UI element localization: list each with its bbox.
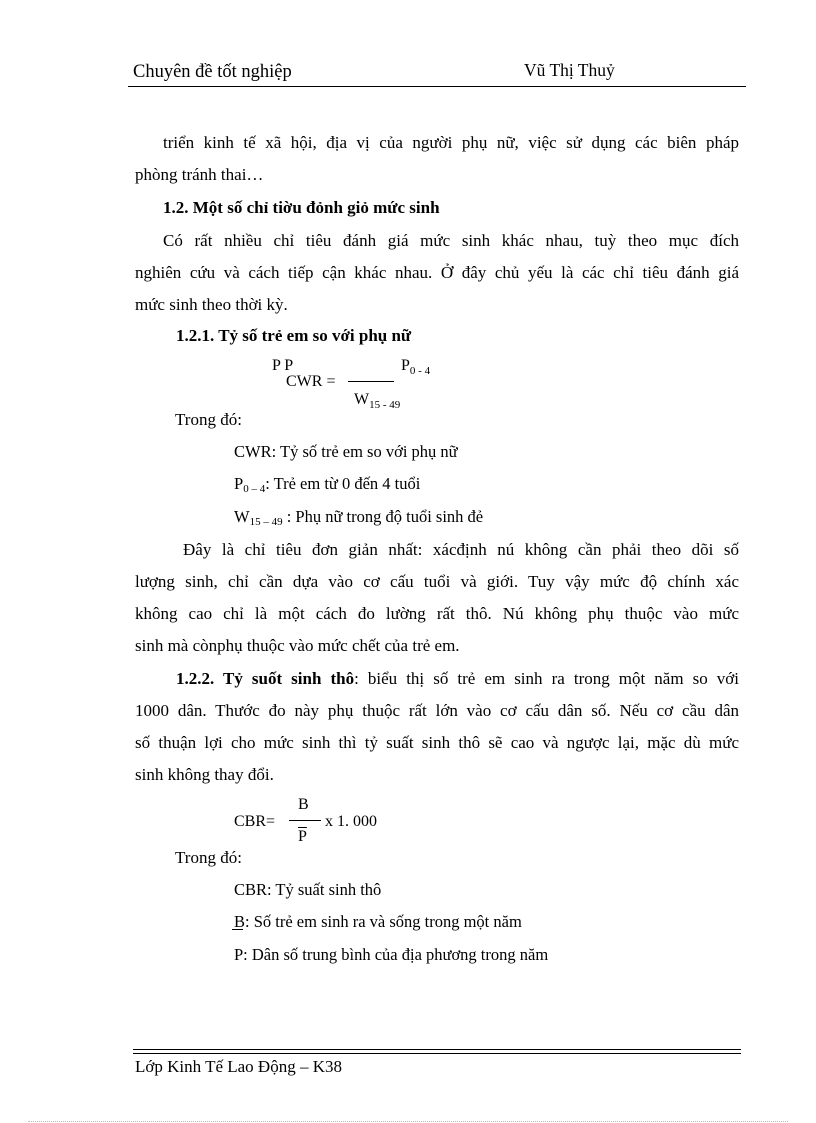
formula-cbr-denominator: $\overline{P}$ xyxy=(298,828,307,845)
definition-b: B: Số trẻ em sinh ra và sống trong một năm xyxy=(234,912,522,931)
formula-cwr-lhs: CWR = xyxy=(286,373,336,390)
header-author: Vũ Thị Thuỷ xyxy=(524,60,615,80)
definition-w15-49: W15 – 49 : Phụ nữ trong độ tuổi sinh đẻ xyxy=(234,507,484,528)
footer-class-label: Lớp Kinh Tế Lao Động – K38 xyxy=(135,1057,342,1076)
formula-pp-marker: P P xyxy=(272,357,294,374)
formula-cbr-lhs: CBR= xyxy=(234,813,276,830)
paragraph-line: mức sinh theo thời kỳ. xyxy=(135,295,288,314)
paragraph-line: triển kinh tế xã hội, địa vị của người phụ nữ, việc sử dụng các biên pháp xyxy=(163,133,739,152)
section-heading-1-2-1: 1.2.1. Tỷ số trẻ em so với phụ nữ xyxy=(176,326,412,345)
footer-rule xyxy=(133,1049,741,1050)
paragraph-line: không cao chỉ là một cách đo lường rất thô. Nú không phụ thuộc vào mức xyxy=(135,604,739,623)
section-heading-1-2-2: 1.2.2. Tỷ suốt sinh thô xyxy=(176,669,355,688)
formula-cwr-denominator: $W_{15 - 49}$ xyxy=(354,391,401,411)
paragraph-line: nghiên cứu và cách tiếp cận khác nhau. Ở đây chủ yếu là các chỉ tiêu đánh giá xyxy=(135,263,739,282)
paragraph-line: số thuận lợi cho mức sinh thì tỷ suất sinh thô sẽ cao và ngược lại, mặc dù mức xyxy=(135,733,739,752)
paragraph-line: sinh không thay đổi. xyxy=(135,765,274,784)
definition-p: P: Dân số trung bình của địa phương trong năm xyxy=(234,945,549,964)
header-document-type: Chuyên đề tốt nghiệp xyxy=(133,62,292,82)
overline-mark xyxy=(232,929,243,930)
definition-cbr: CBR: Tỷ suất sinh thô xyxy=(234,880,382,899)
formula-cwr-fraction-bar xyxy=(348,381,394,382)
paragraph-cwr-explanation xyxy=(135,534,739,662)
formula-cbr-multiplier: x 1. 000 xyxy=(325,813,377,830)
paragraph-intro xyxy=(135,225,739,321)
formula-cbr-numerator: B xyxy=(298,796,309,813)
section-heading-1-2: 1.2. Một số chỉ tiờu đỏnh giỏ mức sinh xyxy=(163,198,440,217)
paragraph-line: lượng sinh, chỉ cần dựa vào cơ cấu tuổi và giới. Tuy vậy mức độ chính xác xyxy=(135,572,739,591)
page-bottom-border xyxy=(28,1121,788,1122)
definition-p0-4: P0 – 4: Trẻ em từ 0 đến 4 tuổi xyxy=(234,474,421,495)
footer-rule xyxy=(133,1053,741,1054)
paragraph-line: 1000 dân. Thước đo này phụ thuộc rất lớn vào cơ cấu dân số. Nếu cơ cầu dân xyxy=(135,701,739,720)
where-label: Trong đó: xyxy=(175,410,242,429)
definition-cwr: CWR: Tỷ số trẻ em so với phụ nữ xyxy=(234,442,458,461)
paragraph-continuation xyxy=(135,127,739,191)
formula-cbr-fraction-bar xyxy=(289,820,321,821)
paragraph-line: sinh mà cònphụ thuộc vào mức chết của trẻ em. xyxy=(135,636,460,655)
formula-cwr-numerator: $P_{0 - 4}$ xyxy=(401,357,431,377)
header-rule xyxy=(128,86,746,87)
where-label: Trong đó: xyxy=(175,848,242,867)
paragraph-line: Có rất nhiều chỉ tiêu đánh giá mức sinh khác nhau, tuỳ theo mục đích xyxy=(163,231,739,250)
paragraph-line: phòng tránh thai… xyxy=(135,165,264,184)
paragraph-line: 1.2.2. Tỷ suốt sinh thô: biểu thị số trẻ em sinh ra trong một năm so với xyxy=(176,669,739,688)
paragraph-line: Đây là chỉ tiêu đơn giản nhất: xácđịnh nú không cần phải theo dõi số xyxy=(183,540,739,559)
paragraph-cbr xyxy=(135,663,739,791)
